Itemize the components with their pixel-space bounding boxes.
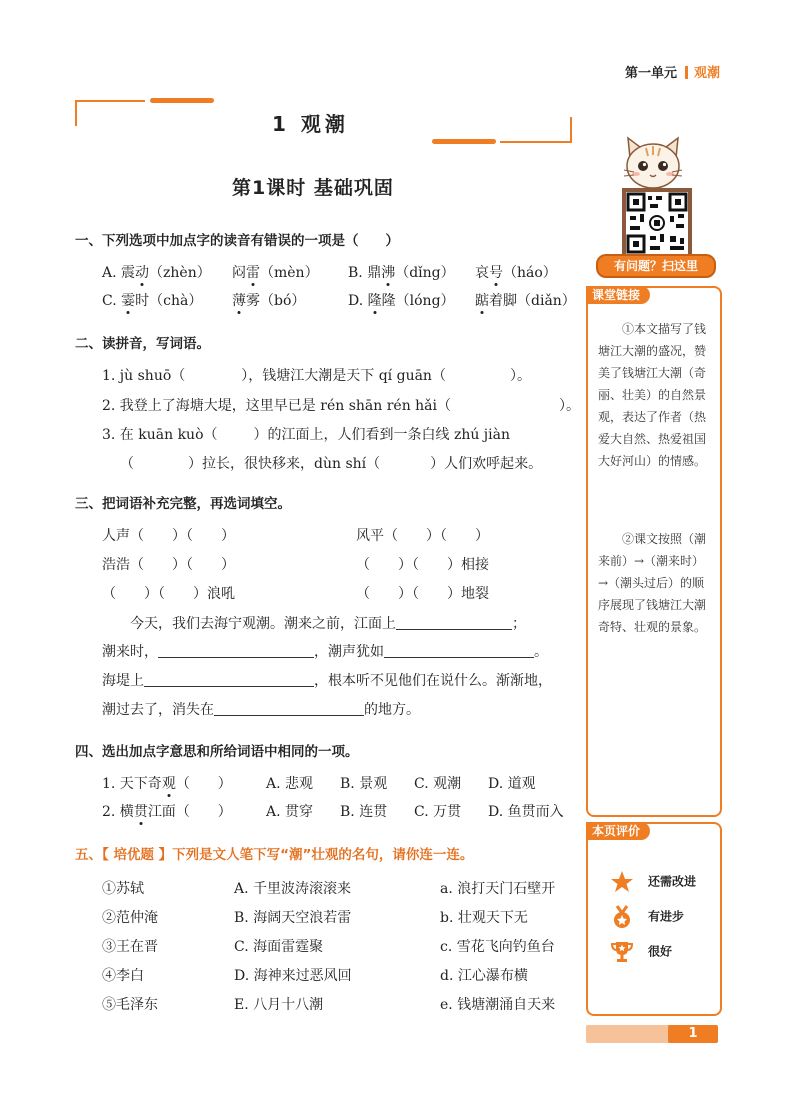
q4-row-1-option-d: D. 道观 [488,776,536,792]
q2-heading: 二、读拼音，写词语。 [75,336,210,352]
q1-option-b2: 哀号（háo） [475,265,557,281]
q3-word-2: 风平（ ）（ ） [356,528,489,544]
q4-row-2-option-d: D. 鱼贯而入 [488,804,564,820]
q3-word-5: （ ）（ ）浪吼 [102,586,235,602]
q5-upper-line: C. 海面雷霆聚 [234,939,324,955]
q5-upper-line: E. 八月十八潮 [234,997,324,1013]
title-pill-right [432,139,496,144]
q5-author: ①苏轼 [102,881,144,897]
q3-word-6: （ ）（ ）地裂 [356,586,489,602]
q4-row-2-option-a: A. 贯穿 [266,804,314,820]
unit-name: 观潮 [693,66,720,81]
q2-line-4: （ ）拉长，很快移来，dùn shí（ ）人们欢呼起来。 [120,456,543,472]
q2-line-3: 3. 在 kuān kuò（ ）的江面上，人们看到一条白线 zhú jiàn [102,427,510,443]
lesson-title: 1 观潮 [272,112,349,136]
title-bracket-left-vertical [75,100,77,126]
q3-paragraph-1: 今天，我们去海宁观潮。潮来之前，江面上 ； [130,616,526,632]
q2-line-2: 2. 我登上了海塘大堤，这里早已是 rén shān rén hǎi（ ）。 [102,398,581,414]
q3-word-1: 人声（ ）（ ） [102,528,235,544]
q2-line-1: 1. jù shuō（ ），钱塘江大潮是天下 qí guān（ ）。 [102,368,531,384]
q3-heading: 三、把词语补充完整，再选词填空。 [75,496,291,512]
q3-word-3: 浩浩（ ）（ ） [102,557,235,573]
q5-upper-line: A. 千里波涛滚滚来 [234,881,352,897]
title-bracket-right-horizontal [500,141,572,143]
q4-row-2: 2. 横贯江面（ ） [102,804,232,820]
unit-number: 第一单元 [624,66,677,81]
evaluation-option-needs-improvement[interactable]: 还需改进 [610,870,696,894]
evaluation-option-very-good[interactable]: 很好 [610,940,672,964]
q5-upper-line: D. 海神来过恶风回 [234,968,352,984]
trophy-icon [610,940,634,964]
qr-code-icon[interactable] [622,188,692,258]
q1-option-c1: C. 霎时（chà） [102,293,203,309]
q3-word-4: （ ）（ ）相接 [356,557,489,573]
q4-row-2-option-c: C. 万贯 [414,804,462,820]
q3-paragraph-4: 潮过去了，消失在 的地方。 [102,702,420,718]
lesson-link-tab: 课堂链接 [586,286,650,304]
unit-divider [685,66,688,79]
q5-lower-line: c. 雪花飞向钓鱼台 [440,939,555,955]
q5-lower-line: d. 江心瀑布横 [440,968,528,984]
q5-lower-line: a. 浪打天门石壁开 [440,881,556,897]
q4-heading: 四、选出加点字意思和所给词语中相同的一项。 [75,744,359,760]
q4-row-1: 1. 天下奇观（ ） [102,776,232,792]
lesson-link-box [586,286,722,817]
lesson-link-paragraph-2: ②课文按照（潮来前）→（潮来时）→（潮头过后）的顺序展现了钱塘江大潮奇特、壮观的景象。 [598,532,707,634]
q1-heading: 一、下列选项中加点字的读音有错误的一项是（ ） [75,233,399,249]
q1-option-b1: B. 鼎沸（dǐng） [348,265,455,281]
q5-author: ⑤毛泽东 [102,997,158,1013]
q5-author: ②范仲淹 [102,910,158,926]
q5-author: ③王在晋 [102,939,158,955]
q4-row-1-option-c: C. 观潮 [414,776,462,792]
lesson-link-paragraph-1: ①本文描写了钱塘江大潮的盛况，赞美了钱塘江大潮（奇丽、壮美）的自然景观，表达了作者（热爱大自然、热爱祖国大好河山）的情感。 [598,322,707,468]
q4-row-1-option-b: B. 景观 [340,776,388,792]
q5-heading: 五、【 培优题 】下列是文人笔下写“潮”壮观的名句，请你连一连。 [75,847,474,863]
q3-paragraph-3: 海堤上 ，根本听不见他们在说什么。渐渐地， [102,673,552,689]
q1-option-a2: 闷雷（mèn） [232,265,319,281]
title-bracket-right-vertical [570,117,572,143]
page-evaluation-tab: 本页评价 [586,822,650,840]
q5-author: ④李白 [102,968,144,984]
q5-upper-line: B. 海阔天空浪若雷 [234,910,352,926]
q1-option-c2: 薄雾（bó） [232,293,306,309]
q4-row-1-option-a: A. 悲观 [266,776,314,792]
evaluation-option-improved[interactable]: 有进步 [610,905,684,929]
section-title: 第1课时 基础巩固 [232,177,394,199]
q1-option-d2: 踮着脚（diǎn） [475,293,576,309]
q5-lower-line: b. 壮观天下无 [440,910,528,926]
title-bracket-left-horizontal [75,100,145,102]
q4-row-2-option-b: B. 连贯 [340,804,388,820]
medal-icon [610,905,634,929]
q1-option-a1: A. 震动（zhèn） [102,265,211,281]
ask-question-button[interactable]: 有问题？扫这里 [596,254,716,278]
star-icon [610,870,634,894]
q1-option-d1: D. 隆隆（lóng） [348,293,455,309]
q3-paragraph-2: 潮来时， ，潮声犹如 。 [102,644,548,660]
q5-lower-line: e. 钱塘潮涌自天来 [440,997,556,1013]
unit-label [625,62,720,81]
page-number: 1 [668,1025,718,1043]
title-pill-left [150,98,214,103]
